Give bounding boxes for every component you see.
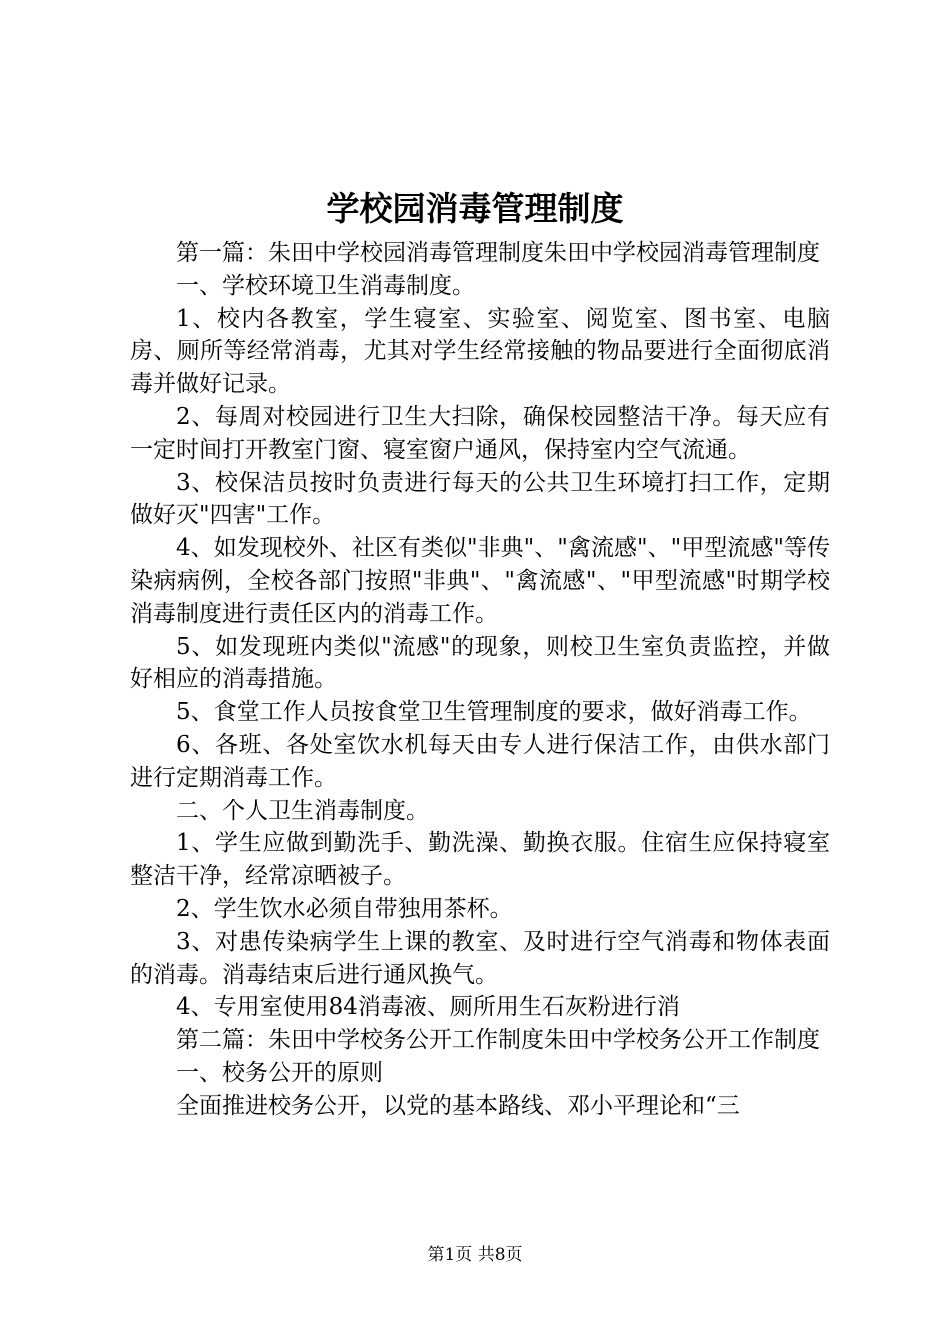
paragraph: 第一篇：朱田中学校园消毒管理制度朱田中学校园消毒管理制度 [176,240,820,266]
paragraph: 6、各班、各处室饮水机每天由专人进行保洁工作，由供水部门进行定期消毒工作。 [130,731,830,791]
paragraph: 5、食堂工作人员按食堂卫生管理制度的要求，做好消毒工作。 [176,699,812,726]
paragraph: 一、学校环境卫生消毒制度。 [176,272,475,299]
paragraph: 3、校保洁员按时负责进行每天的公共卫生环境打扫工作，定期做好灭"四害"工作。 [130,469,830,529]
paragraph: 二、个人卫生消毒制度。 [176,797,429,824]
paragraph: 4、专用室使用84消毒液、厕所用生石灰粉进行消 [176,994,680,1021]
paragraph: 第二篇：朱田中学校务公开工作制度朱田中学校务公开工作制度 [176,1027,820,1054]
document-title: 学校园消毒管理制度 [326,189,624,228]
page-number-footer: 第1页 共8页 [427,1245,523,1265]
paragraph: 1、学生应做到勤洗手、勤洗澡、勤换衣服。住宿生应保持寝室整洁干净，经常凉晒被子。 [130,830,830,890]
paragraph: 4、如发现校外、社区有类似"非典"、"禽流感"、"甲型流感"等传染病病例，全校各部门按照"非典"、"禽流感"、"甲型流感"时期学校消毒制度进行责任区内的消毒工作。 [130,535,830,627]
document-body [130,237,830,1123]
paragraph: 2、每周对校园进行卫生大扫除，确保校园整洁干净。每天应有一定时间打开教室门窗、寝室窗户通风，保持室内空气流通。 [130,403,830,463]
paragraph: 2、学生饮水必须自带独用茶杯。 [176,895,513,922]
paragraph: 全面推进校务公开，以党的基本路线、邓小平理论和“三 [176,1092,740,1119]
paragraph: 一、校务公开的原则 [176,1059,383,1086]
paragraph: 1、校内各教室，学生寝室、实验室、阅览室、图书室、电脑房、厕所等经常消毒，尤其对学生经常接触的物品要进行全面彻底消毒并做好记录。 [130,305,830,398]
paragraph: 3、对患传染病学生上课的教室、及时进行空气消毒和物体表面的消毒。消毒结束后进行通风换气。 [130,928,830,988]
paragraph: 5、如发现班内类似"流感"的现象，则校卫生室负责监控，并做好相应的消毒措施。 [130,633,830,693]
